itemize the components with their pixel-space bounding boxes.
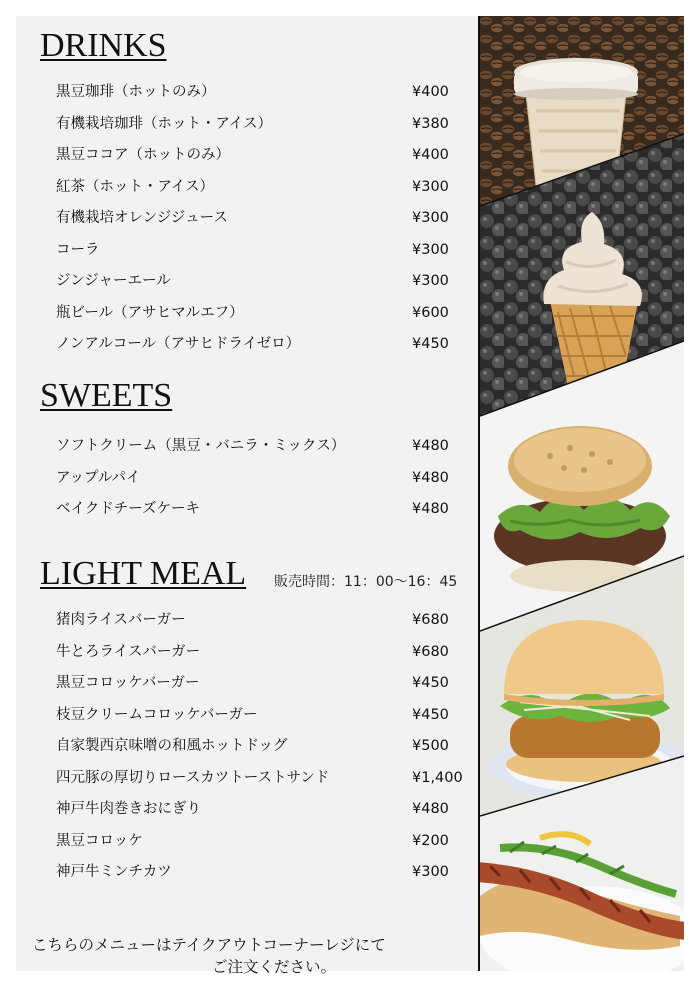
menu-item-price: ¥300	[412, 864, 449, 880]
menu-item-price: ¥600	[412, 304, 449, 321]
menu-item-name: ベイクドチーズケーキ	[56, 501, 200, 517]
drinks-heading: DRINKS	[40, 27, 167, 64]
menu-item	[56, 436, 466, 468]
menu-item-price: ¥450	[412, 675, 449, 691]
menu-item-price: ¥300	[412, 210, 449, 226]
menu-item-name: 神戸牛肉巻きおにぎり	[56, 801, 201, 817]
menu-item-price: ¥1,400	[412, 769, 463, 786]
menu-item-price: ¥200	[412, 832, 449, 849]
menu-panel	[16, 16, 478, 976]
menu-item-name: アップルパイ	[56, 469, 141, 486]
order-note	[32, 934, 442, 978]
menu-item-price: ¥450	[412, 336, 449, 352]
menu-item	[56, 240, 466, 272]
menu-item-name: ノンアルコール（アサヒドライゼロ）	[56, 336, 301, 352]
drinks-list	[56, 82, 466, 366]
menu-item-name: 猪肉ライスバーガー	[56, 612, 186, 628]
menu-item	[56, 177, 466, 209]
menu-item-name: 黒豆ココア（ホットのみ）	[56, 147, 230, 163]
menu-item-name: 黒豆珈琲（ホットのみ）	[56, 84, 216, 100]
menu-item-price: ¥400	[412, 147, 449, 163]
menu-item	[56, 799, 466, 831]
menu-item	[56, 114, 466, 146]
menu-item	[56, 768, 466, 800]
menu-item-price: ¥300	[412, 273, 449, 289]
menu-item	[56, 862, 466, 894]
menu-item-name: 自家製西京味噌の和風ホットドッグ	[56, 738, 288, 754]
menu-item-price: ¥480	[412, 501, 449, 517]
order-note-line1: こちらのメニューはテイクアウトコーナーレジにて	[32, 936, 386, 954]
menu-item-price: ¥500	[412, 738, 449, 754]
menu-item-name: 有機栽培珈琲（ホット・アイス）	[56, 115, 273, 132]
menu-item-name: 神戸牛ミンチカツ	[56, 864, 172, 880]
menu-item-name: 牛とろライスバーガー	[56, 643, 201, 660]
menu-item	[56, 642, 466, 674]
menu-item	[56, 831, 466, 863]
sweets-heading: SWEETS	[40, 377, 173, 414]
menu-item-name: 四元豚の厚切りロースカツトーストサンド	[56, 769, 330, 786]
menu-item-name: 有機栽培オレンジジュース	[56, 210, 228, 226]
menu-item-name: 枝豆クリームコロッケバーガー	[56, 706, 258, 723]
menu-item-price: ¥480	[412, 469, 449, 486]
menu-item	[56, 736, 466, 768]
menu-item-name: 紅茶（ホット・アイス）	[56, 178, 215, 195]
menu-item-name: ジンジャーエール	[56, 273, 171, 289]
menu-item-price: ¥680	[412, 643, 449, 660]
menu-sheet	[16, 16, 684, 976]
menu-item-price: ¥380	[412, 115, 449, 132]
photo-column	[480, 16, 684, 971]
menu-item-price: ¥300	[412, 178, 449, 195]
menu-item-name: 黒豆コロッケ	[56, 832, 143, 849]
menu-item-price: ¥680	[412, 612, 449, 628]
croquette-burger-icon	[500, 620, 670, 782]
menu-item	[56, 673, 466, 705]
menu-item	[56, 468, 466, 500]
menu-item	[56, 334, 466, 366]
sales-hours: 販売時間：11：00〜16：45	[274, 574, 458, 590]
menu-item	[56, 499, 466, 531]
menu-item-price: ¥300	[412, 241, 449, 258]
menu-item	[56, 145, 466, 177]
menu-item-price: ¥480	[412, 438, 449, 454]
menu-item	[56, 303, 466, 335]
menu-item-price: ¥400	[412, 84, 449, 100]
menu-item	[56, 705, 466, 737]
menu-item-price: ¥450	[412, 706, 449, 723]
light-meal-list	[56, 610, 466, 894]
menu-item-price: ¥480	[412, 801, 449, 817]
menu-item	[56, 82, 466, 114]
menu-item	[56, 208, 466, 240]
menu-item-name: 瓶ビール（アサヒマルエフ）	[56, 304, 244, 321]
menu-item-name: 黒豆コロッケバーガー	[56, 675, 200, 691]
menu-item	[56, 271, 466, 303]
menu-item-name: コーラ	[56, 241, 100, 258]
order-note-line2: ご注文ください。	[212, 958, 337, 976]
sweets-list	[56, 436, 466, 531]
menu-item	[56, 610, 466, 642]
light-meal-heading: LIGHT MEAL	[40, 555, 247, 592]
menu-item-name: ソフトクリーム（黒豆・バニラ・ミックス）	[56, 438, 346, 454]
